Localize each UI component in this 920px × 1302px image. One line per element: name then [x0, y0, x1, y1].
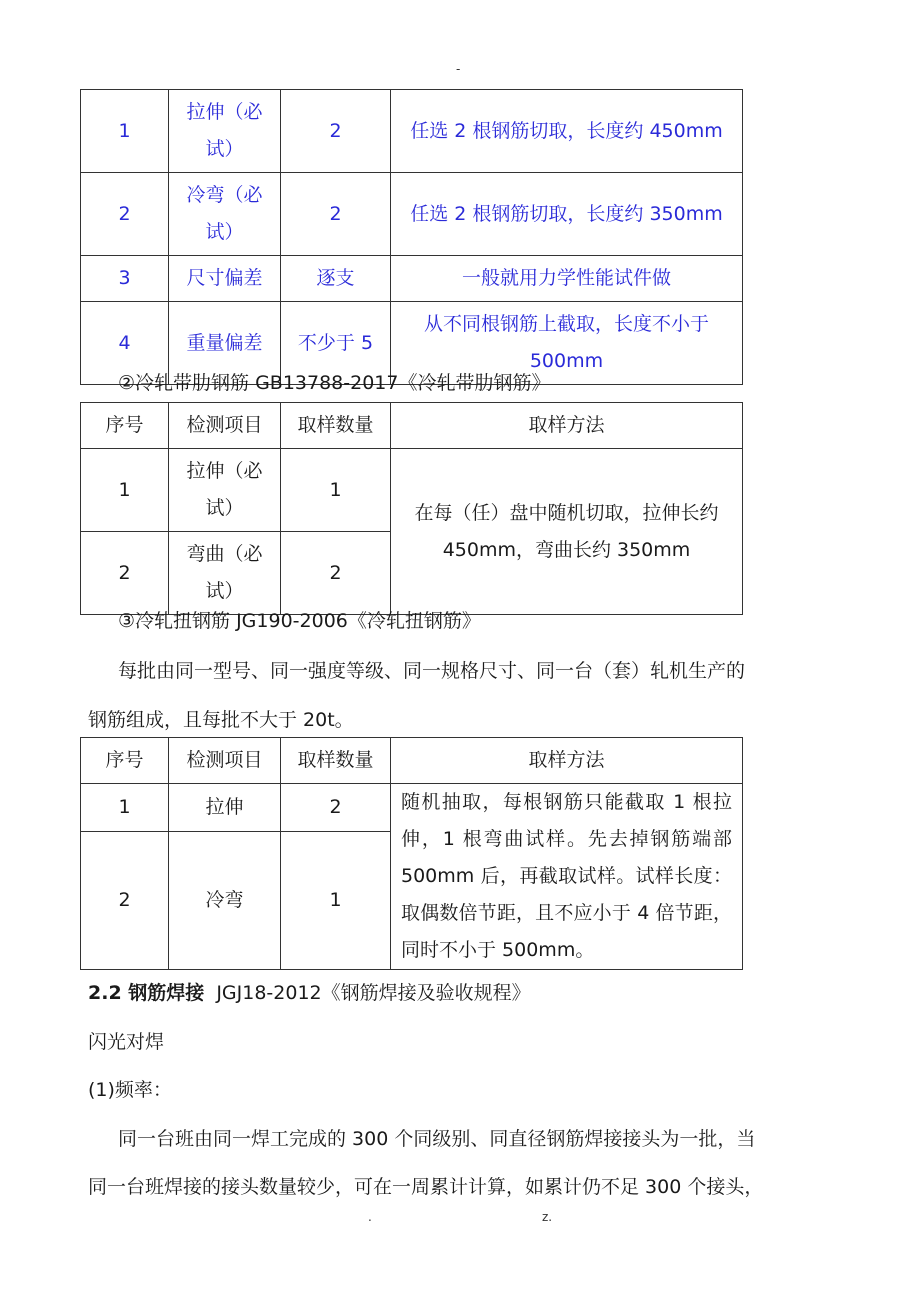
cell-qty: 不少于 5 [281, 302, 391, 385]
cell-method: 从不同根钢筋上截取，长度不小于 500mm [391, 302, 743, 385]
table-row [81, 784, 743, 832]
cell-no: 1 [81, 784, 169, 832]
header-qty: 取样数量 [281, 738, 391, 784]
header-method: 取样方法 [391, 403, 743, 449]
cell-no: 3 [81, 256, 169, 302]
cell-no: 2 [81, 832, 169, 970]
cell-item: 拉伸（必试） [169, 90, 281, 173]
cell-method: 任选 2 根钢筋切取，长度约 350mm [391, 173, 743, 256]
table-hot-rolled [80, 89, 743, 385]
section-heading [88, 978, 531, 1005]
cell-item: 拉伸 [169, 784, 281, 832]
header-no: 序号 [81, 403, 169, 449]
table-header-row [81, 738, 743, 784]
table-cold-rolled-twisted [80, 737, 743, 970]
cell-no: 2 [81, 532, 169, 615]
cell-qty: 2 [281, 784, 391, 832]
cell-no: 4 [81, 302, 169, 385]
header-no: 序号 [81, 738, 169, 784]
table-row [81, 256, 743, 302]
section-standard: JGJ18-2012《钢筋焊接及验收规程》 [216, 982, 531, 1004]
cell-qty: 2 [281, 532, 391, 615]
table-row [81, 173, 743, 256]
cell-qty: 1 [281, 832, 391, 970]
cell-item: 拉伸（必试） [169, 449, 281, 532]
cell-item: 冷弯 [169, 832, 281, 970]
cell-qty: 1 [281, 449, 391, 532]
heading-cold-rolled-twisted: ③冷轧扭钢筋 JG190-2006《冷轧扭钢筋》 [118, 610, 481, 632]
cell-method: 任选 2 根钢筋切取，长度约 450mm [391, 90, 743, 173]
cell-qty: 2 [281, 173, 391, 256]
footer-mark-left: . [368, 1210, 372, 1224]
cell-no: 2 [81, 173, 169, 256]
table-row [81, 90, 743, 173]
cell-method: 随机抽取，每根钢筋只能截取 1 根拉伸，1 根弯曲试样。先去掉钢筋端部 500mm 后，再截取试样。试样长度：取偶数倍节距，且不应小于 4 倍节距，同时不小于 500mm。 [391, 784, 743, 970]
cell-method: 在每（任）盘中随机切取，拉伸长约 450mm，弯曲长约 350mm [391, 449, 743, 615]
paragraph-line: 每批由同一型号、同一强度等级、同一规格尺寸、同一台（套）轧机生产的 [118, 660, 746, 682]
subsection-title: 闪光对焊 [88, 1031, 165, 1053]
cell-qty: 2 [281, 90, 391, 173]
header-method: 取样方法 [391, 738, 743, 784]
frequency-title: (1)频率： [88, 1079, 172, 1101]
paragraph-line: 同一台班焊接的接头数量较少，可在一周累计计算，如累计仍不足 300 个接头， [88, 1176, 764, 1198]
cell-item: 重量偏差 [169, 302, 281, 385]
heading-cold-rolled-ribbed: ②冷轧带肋钢筋 GB13788-2017《冷轧带肋钢筋》 [118, 372, 551, 394]
cell-no: 1 [81, 449, 169, 532]
cell-method: 一般就用力学性能试件做 [391, 256, 743, 302]
table-cold-rolled-ribbed [80, 402, 743, 615]
cell-qty: 逐支 [281, 256, 391, 302]
paragraph-line: 钢筋组成，且每批不大于 20t。 [88, 709, 354, 731]
footer-mark-right: z. [542, 1210, 553, 1224]
cell-item: 冷弯（必试） [169, 173, 281, 256]
header-mark: - [456, 62, 461, 76]
cell-item: 尺寸偏差 [169, 256, 281, 302]
paragraph-line: 同一台班由同一焊工完成的 300 个同级别、同直径钢筋焊接接头为一批，当 [118, 1128, 756, 1150]
section-title: 2.2 钢筋焊接 [88, 982, 205, 1004]
header-qty: 取样数量 [281, 403, 391, 449]
cell-no: 1 [81, 90, 169, 173]
cell-item: 弯曲（必试） [169, 532, 281, 615]
table-row [81, 449, 743, 532]
header-item: 检测项目 [169, 403, 281, 449]
table-header-row [81, 403, 743, 449]
header-item: 检测项目 [169, 738, 281, 784]
